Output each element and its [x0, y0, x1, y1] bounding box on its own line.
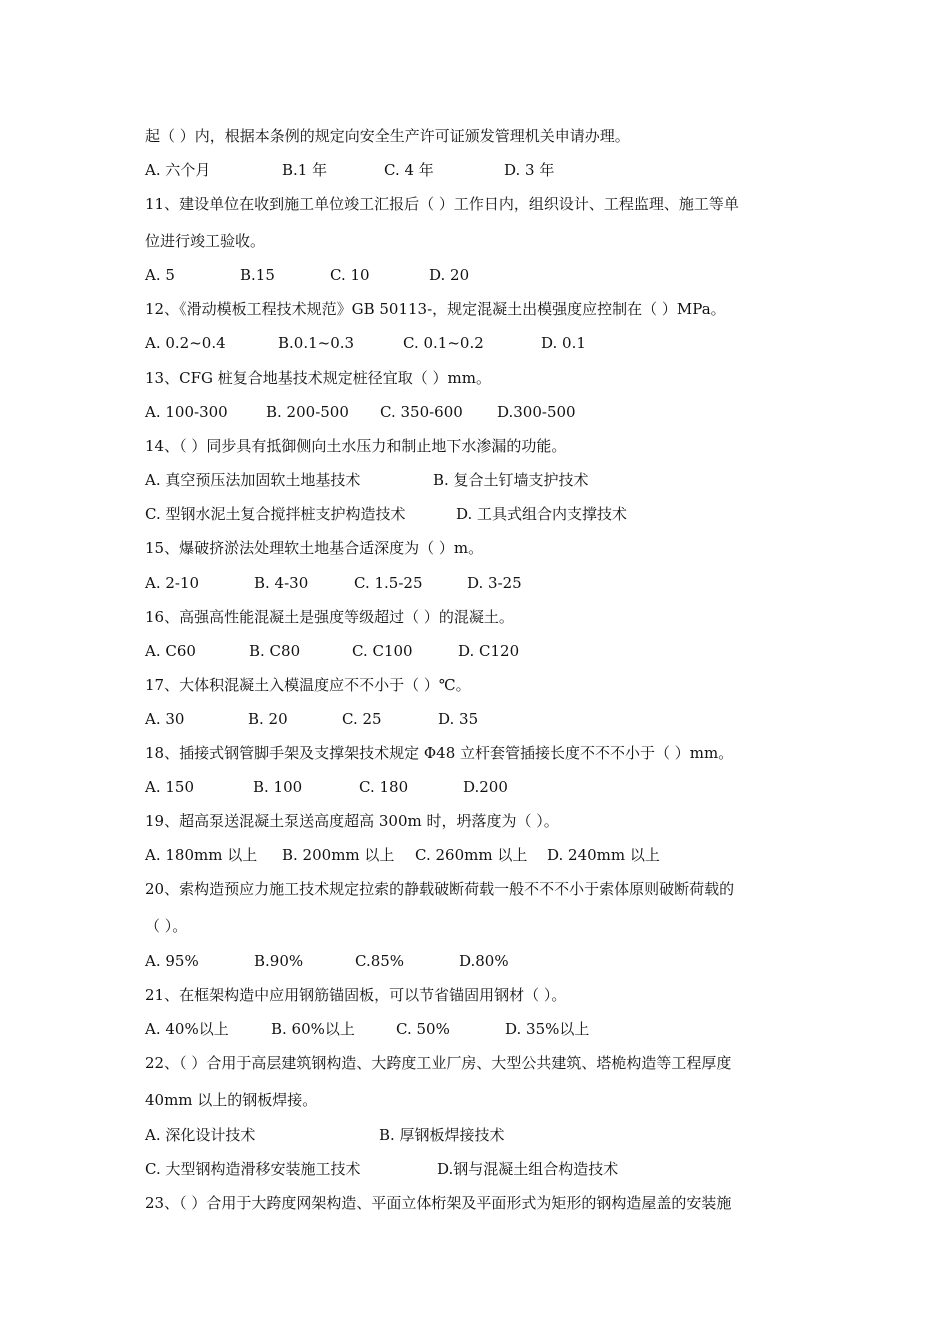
question-21-text: 21、在框架构造中应用钢筋锚固板，可以节省锚固用钢材（ ）。	[145, 986, 567, 1004]
option-c: C.85%	[355, 952, 405, 970]
option-c: C. 260mm 以上	[415, 846, 528, 864]
option-a: A. 六个月	[145, 161, 211, 179]
option-c: C. 10	[330, 266, 370, 284]
option-d: D. 3-25	[467, 574, 522, 592]
question-20-text-cont: （ ）。	[145, 917, 188, 935]
option-b: B.0.1~0.3	[278, 334, 355, 352]
option-b: B. C80	[249, 642, 301, 660]
option-c: C. 大型钢构造滑移安装施工技术	[145, 1160, 361, 1178]
option-a: A. 180mm 以上	[145, 846, 258, 864]
option-d: D. 工具式组合内支撑技术	[456, 505, 628, 523]
option-c: C. 0.1~0.2	[403, 334, 484, 352]
option-d: D.钢与混凝土组合构造技术	[437, 1160, 619, 1178]
option-c: C. 180	[359, 778, 409, 796]
option-d: D. 20	[429, 266, 470, 284]
question-22-text-cont: 40mm 以上的钢板焊接。	[145, 1091, 318, 1109]
option-d: D. 0.1	[541, 334, 586, 352]
option-d: D. 3 年	[504, 161, 555, 179]
option-c: C. 1.5-25	[354, 574, 423, 592]
question-10-continuation: 起（ ）内，根据本条例的规定向安全生产许可证颁发管理机关申请办理。	[145, 127, 630, 145]
option-a: A. 0.2~0.4	[145, 334, 226, 352]
option-a: A. 40%以上	[145, 1020, 229, 1038]
option-b: B.15	[240, 266, 275, 284]
option-b: B. 20	[248, 710, 288, 728]
option-a: A. C60	[145, 642, 196, 660]
question-20-text: 20、索构造预应力施工技术规定拉索的静载破断荷载一般不不不小于索体原则破断荷载的	[145, 880, 735, 898]
option-d: D. 35%以上	[505, 1020, 590, 1038]
option-b: B. 200mm 以上	[282, 846, 395, 864]
option-d: D. 240mm 以上	[547, 846, 660, 864]
option-a: A. 5	[145, 266, 175, 284]
option-b: B. 4-30	[254, 574, 309, 592]
option-a: A. 100-300	[145, 403, 228, 421]
option-b: B. 100	[253, 778, 303, 796]
question-14-text: 14、（ ）同步具有抵御侧向土水压力和制止地下水渗漏的功能。	[145, 437, 567, 455]
option-c: C. 25	[342, 710, 382, 728]
question-12-text: 12、《滑动模板工程技术规范》GB 50113-，规定混凝土出模强度应控制在（ ）MPa。	[145, 300, 726, 318]
option-a: A. 深化设计技术	[145, 1126, 256, 1144]
option-c: C. 350-600	[380, 403, 463, 421]
option-a: A. 150	[145, 778, 194, 796]
question-15-text: 15、爆破挤淤法处理软土地基合适深度为（ ）m。	[145, 539, 484, 557]
option-b: B. 200-500	[266, 403, 349, 421]
question-18-text: 18、插接式钢管脚手架及支撑架技术规定 Φ48 立杆套管插接长度不不不小于（ ）mm。	[145, 744, 734, 762]
option-a: A. 95%	[145, 952, 199, 970]
question-11-text: 11、建设单位在收到施工单位竣工汇报后（ ）工作日内，组织设计、工程监理、施工等单	[145, 195, 739, 213]
option-d: D. 35	[438, 710, 479, 728]
option-b: B. 厚钢板焊接技术	[379, 1126, 505, 1144]
option-b: B.90%	[254, 952, 304, 970]
option-a: A. 真空预压法加固软土地基技术	[145, 471, 361, 489]
option-c: C. 4 年	[384, 161, 434, 179]
question-16-text: 16、高强高性能混凝土是强度等级超过（ ）的混凝土。	[145, 608, 514, 626]
option-d: D.200	[463, 778, 508, 796]
option-b: B. 复合土钉墙支护技术	[433, 471, 589, 489]
option-c: C. C100	[352, 642, 413, 660]
option-d: D. C120	[458, 642, 520, 660]
option-b: B. 60%以上	[271, 1020, 355, 1038]
option-c: C. 50%	[396, 1020, 450, 1038]
option-a: A. 2-10	[145, 574, 200, 592]
option-d: D.300-500	[497, 403, 576, 421]
question-22-text: 22、（ ）合用于高层建筑钢构造、大跨度工业厂房、大型公共建筑、塔桅构造等工程厚度	[145, 1054, 732, 1072]
option-d: D.80%	[459, 952, 509, 970]
option-b: B.1 年	[282, 161, 328, 179]
option-c: C. 型钢水泥土复合搅拌桩支护构造技术	[145, 505, 406, 523]
question-23-text: 23、（ ）合用于大跨度网架构造、平面立体桁架及平面形式为矩形的钢构造屋盖的安装施	[145, 1194, 732, 1212]
option-a: A. 30	[145, 710, 185, 728]
question-17-text: 17、大体积混凝土入模温度应不不小于（ ）℃。	[145, 676, 471, 694]
question-13-text: 13、CFG 桩复合地基技术规定桩径宜取（ ）mm。	[145, 369, 491, 387]
question-11-text-cont: 位进行竣工验收。	[145, 232, 266, 250]
question-19-text: 19、超高泵送混凝土泵送高度超高 300m 时，坍落度为（ ）。	[145, 812, 559, 830]
